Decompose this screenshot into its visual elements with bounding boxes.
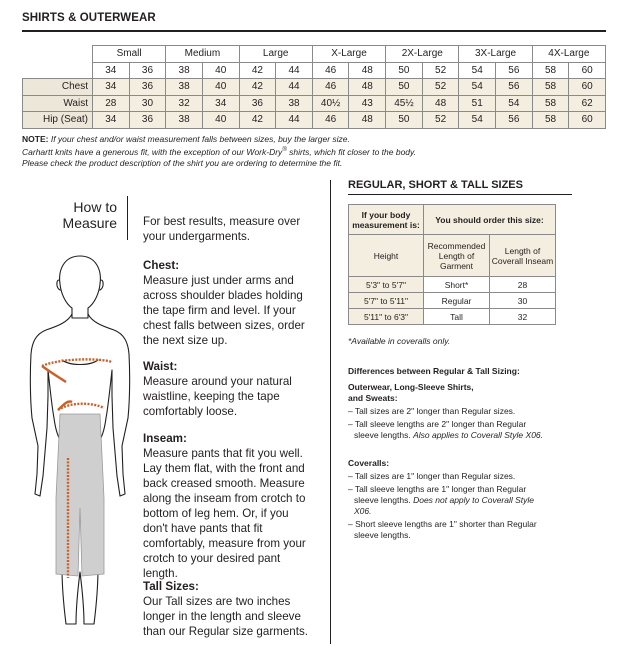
shorts-shape bbox=[56, 414, 104, 576]
row-label: Chest bbox=[23, 79, 93, 96]
table-cell: 48 bbox=[422, 95, 459, 112]
col-garment-length: Recommended Length of Garment bbox=[424, 235, 490, 277]
table-cell: 60 bbox=[569, 112, 606, 129]
table-cell: 58 bbox=[532, 95, 569, 112]
inseam-instructions: Inseam: Measure pants that fit you well. Lay them flat, with the front and back creased smooth. Measure along the inseam from crotch to bottom of leg hem. Or, if you don't have pants that fit comfortably, measure from your crotch to your desired pant length. bbox=[143, 432, 306, 580]
intro-text: For best results, measure over your undergarments. bbox=[143, 215, 301, 243]
note-line-3: Please check the product description of the shirt you are ordering to determine the fit. bbox=[22, 158, 343, 169]
table-cell: 46 bbox=[312, 79, 349, 96]
table-cell: 32 bbox=[166, 95, 203, 112]
note-line-1: NOTE: If your chest and/or waist measurement falls between sizes, buy the larger size. bbox=[22, 134, 350, 144]
table-cell: 40½ bbox=[312, 95, 349, 112]
title-vertical-rule bbox=[127, 196, 128, 240]
table-cell: 51 bbox=[459, 95, 496, 112]
hdr-body-measurement: If your body measurement is: bbox=[349, 205, 424, 235]
size-number: 40 bbox=[202, 62, 239, 79]
size-group-header: X-Large bbox=[312, 46, 385, 63]
size-number: 56 bbox=[496, 62, 533, 79]
table-cell: 40 bbox=[202, 112, 239, 129]
table-cell: 56 bbox=[496, 79, 533, 96]
size-notes bbox=[22, 134, 492, 170]
table-cell: 54 bbox=[496, 95, 533, 112]
size-number: 42 bbox=[239, 62, 276, 79]
coveralls-section: Coveralls: – Tall sizes are 1" longer than Regular sizes. – Tall sleeve lengths are 1" longer than Regular sleeve lengths. Does not apply to Coverall Style X06. – Short sleeve lengths are 1" shorter than Regular sleeve lengths. bbox=[348, 458, 537, 540]
legs-outline bbox=[62, 568, 98, 624]
size-group-header: Small bbox=[93, 46, 166, 63]
table-cell: 28 bbox=[93, 95, 130, 112]
table-cell: 60 bbox=[569, 79, 606, 96]
table-cell: 42 bbox=[239, 79, 276, 96]
regular-sizes-divider bbox=[348, 194, 572, 195]
size-number: 36 bbox=[129, 62, 166, 79]
table-cell: 50 bbox=[386, 112, 423, 129]
size-number: 50 bbox=[386, 62, 423, 79]
table-cell: 52 bbox=[422, 112, 459, 129]
table-cell: 38 bbox=[166, 112, 203, 129]
table-cell: 43 bbox=[349, 95, 386, 112]
size-group-header: 2X-Large bbox=[386, 46, 459, 63]
table-cell: 34 bbox=[202, 95, 239, 112]
title-divider bbox=[22, 30, 606, 32]
table-cell: Regular bbox=[424, 293, 490, 309]
size-number: 48 bbox=[349, 62, 386, 79]
table-cell: 38 bbox=[276, 95, 313, 112]
outerwear-section: Outerwear, Long-Sleeve Shirts, and Sweats: – Tall sizes are 2" longer than Regular sizes. – Tall sleeve lengths are 2" longer than Regular sleeve lengths. Also applies to Coverall Style X06. bbox=[348, 382, 544, 440]
table-row bbox=[23, 95, 606, 112]
row-label: Hip (Seat) bbox=[23, 112, 93, 129]
size-number: 60 bbox=[569, 62, 606, 79]
hdr-order-size: You should order this size: bbox=[424, 205, 556, 235]
column-divider bbox=[330, 180, 331, 644]
table-cell: 45½ bbox=[386, 95, 423, 112]
size-group-header: Medium bbox=[166, 46, 239, 63]
table-cell: 5'3" to 5'7" bbox=[349, 277, 424, 293]
size-number: 52 bbox=[422, 62, 459, 79]
head-outline bbox=[60, 256, 101, 318]
table-cell: 44 bbox=[276, 79, 313, 96]
table-cell: 48 bbox=[349, 112, 386, 129]
table-cell: 54 bbox=[459, 79, 496, 96]
coverall-footnote: *Available in coveralls only. bbox=[348, 336, 451, 346]
col-height: Height bbox=[349, 235, 424, 277]
table-cell: 30 bbox=[490, 293, 556, 309]
size-chart-table bbox=[22, 45, 606, 129]
table-cell: 36 bbox=[129, 79, 166, 96]
table-cell: 34 bbox=[93, 112, 130, 129]
table-cell: 58 bbox=[532, 79, 569, 96]
note-line-2: Carhartt knits have a generous fit, with the exception of our Work-Dry® shirts, which fit closer to the body. bbox=[22, 147, 417, 158]
table-cell: 50 bbox=[386, 79, 423, 96]
chest-tape bbox=[42, 359, 112, 366]
table-cell: 5'7" to 5'11" bbox=[349, 293, 424, 309]
table-cell: 5'11" to 6'3" bbox=[349, 309, 424, 325]
size-number: 54 bbox=[459, 62, 496, 79]
table-cell: 46 bbox=[312, 112, 349, 129]
regular-sizes-title: REGULAR, SHORT & TALL SIZES bbox=[348, 179, 523, 191]
table-cell: 52 bbox=[422, 79, 459, 96]
table-cell: 42 bbox=[239, 112, 276, 129]
table-cell: 54 bbox=[459, 112, 496, 129]
table-cell: 40 bbox=[202, 79, 239, 96]
table-cell: 62 bbox=[569, 95, 606, 112]
table-row bbox=[23, 79, 606, 96]
size-number: 46 bbox=[312, 62, 349, 79]
chest-instructions: Chest: Measure just under arms and across shoulder blades holding the tape firm and level. If your chest falls between sizes, order the next size up. bbox=[143, 259, 305, 347]
table-row bbox=[23, 112, 606, 129]
size-number: 34 bbox=[93, 62, 130, 79]
how-to-measure-title: How to Measure bbox=[62, 199, 117, 231]
size-number: 44 bbox=[276, 62, 313, 79]
tall-sizes-instructions: Tall Sizes: Our Tall sizes are two inches longer in the length and sleeve than our Regular size garments. bbox=[143, 580, 308, 638]
table-cell: Tall bbox=[424, 309, 490, 325]
table-cell: 44 bbox=[276, 112, 313, 129]
table-corner bbox=[23, 46, 93, 79]
page-title: SHIRTS & OUTERWEAR bbox=[22, 12, 156, 24]
body-figure-illustration bbox=[20, 248, 140, 630]
table-cell: 28 bbox=[490, 277, 556, 293]
regular-short-tall-table bbox=[348, 204, 556, 325]
size-group-header: 4X-Large bbox=[532, 46, 605, 63]
table-cell: 36 bbox=[239, 95, 276, 112]
waist-instructions: Waist: Measure around your natural waistline, keeping the tape comfortably loose. bbox=[143, 360, 292, 418]
table-cell: 30 bbox=[129, 95, 166, 112]
differences-title: Differences between Regular & Tall Sizing: bbox=[348, 366, 520, 376]
size-group-header: 3X-Large bbox=[459, 46, 532, 63]
table-cell: 32 bbox=[490, 309, 556, 325]
table-cell: Short* bbox=[424, 277, 490, 293]
table-cell: 56 bbox=[496, 112, 533, 129]
table-cell: 38 bbox=[166, 79, 203, 96]
table-cell: 34 bbox=[93, 79, 130, 96]
table-cell: 36 bbox=[129, 112, 166, 129]
size-number: 58 bbox=[532, 62, 569, 79]
table-cell: 48 bbox=[349, 79, 386, 96]
table-cell: 58 bbox=[532, 112, 569, 129]
size-group-header: Large bbox=[239, 46, 312, 63]
col-coverall-inseam: Length of Coverall Inseam bbox=[490, 235, 556, 277]
size-number: 38 bbox=[166, 62, 203, 79]
row-label: Waist bbox=[23, 95, 93, 112]
